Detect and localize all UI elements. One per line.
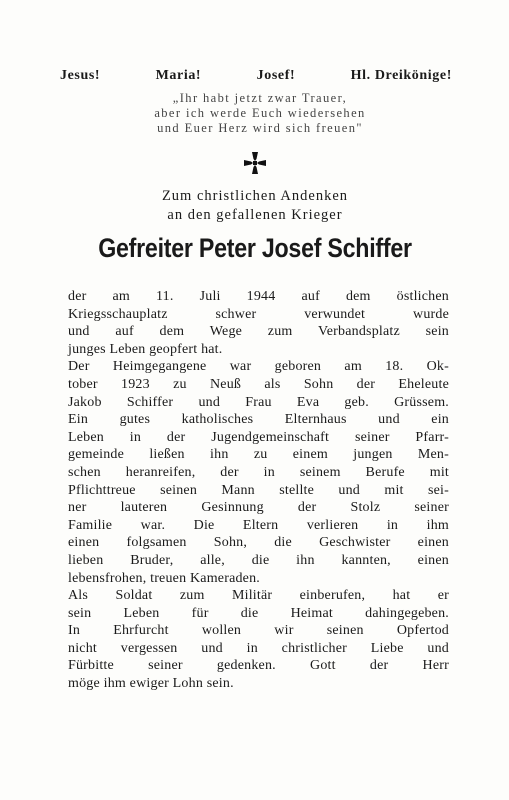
quote-line: aber ich werde Euch wiedersehen xyxy=(154,106,366,120)
soldier-name: Gefreiter Peter Josef Schiffer xyxy=(98,233,412,263)
obituary-line: Familie war. Die Eltern verlieren in ihm xyxy=(68,517,449,533)
bible-quote xyxy=(90,91,430,136)
invocation-maria: Maria! xyxy=(155,68,202,83)
obituary-text xyxy=(68,288,449,693)
dedication-line: an den gefallenen Krieger xyxy=(167,207,343,223)
obituary-line: Fürbitte seiner gedenken. Gott der Herr xyxy=(68,658,449,674)
obituary-line: und auf dem Wege zum Verbandsplatz sein xyxy=(68,324,449,340)
obituary-line: junges Leben geopfert hat. xyxy=(68,341,223,357)
quote-line: und Euer Herz wird sich freuen" xyxy=(157,121,363,135)
invocation-josef: Josef! xyxy=(256,68,296,83)
dedication xyxy=(80,187,430,225)
obituary-line: Der Heimgegangene war geboren am 18. Ok- xyxy=(68,359,449,375)
invocation-jesus: Jesus! xyxy=(60,68,101,83)
obituary-line: tober 1923 zu Neuß als Sohn der Eheleute xyxy=(68,376,449,392)
invocation-line xyxy=(60,68,452,84)
obituary-line: lebensfrohen, treuen Kameraden. xyxy=(68,570,261,586)
iron-cross-icon xyxy=(242,150,268,176)
obituary-line: möge ihm ewiger Lohn sein. xyxy=(68,676,234,692)
quote-line: „Ihr habt jetzt zwar Trauer, xyxy=(172,91,348,105)
obituary-line: ner lauteren Gesinnung der Stolz seiner xyxy=(68,500,449,516)
obituary-line: Als Soldat zum Militär einberufen, hat er xyxy=(68,588,449,604)
obituary-line: Leben in der Jugendgemeinschaft seiner Pfarr- xyxy=(68,429,449,445)
obituary-line: nicht vergessen und in christlicher Liebe und xyxy=(68,640,449,656)
obituary-line: der am 11. Juli 1944 auf dem östlichen xyxy=(68,289,449,304)
obituary-line: Pflichttreue seinen Mann stellte und mit sei- xyxy=(68,482,449,498)
obituary-line: sein Leben für die Heimat dahingegeben. xyxy=(68,605,449,621)
obituary-line: gemeinde ließen ihn zu einem jungen Men- xyxy=(68,447,449,463)
obituary-line: Kriegsschauplatz schwer verwundet wurde xyxy=(68,306,449,322)
obituary-line: schen heranreifen, der in seinem Berufe mit xyxy=(68,464,449,480)
dedication-line: Zum christlichen Andenken xyxy=(161,188,349,204)
obituary-line: einen folgsamen Sohn, die Geschwister einen xyxy=(68,535,449,551)
invocation-dreikoenige: Hl. Dreikönige! xyxy=(350,68,452,83)
obituary-line: In Ehrfurcht wollen wir seinen Opfertod xyxy=(68,623,449,639)
obituary-line: lieben Bruder, alle, die ihn kannten, einen xyxy=(68,552,449,568)
obituary-line: Ein gutes katholisches Elternhaus und ein xyxy=(68,412,449,428)
obituary-line: Jakob Schiffer und Frau Eva geb. Grüssem. xyxy=(68,394,449,410)
